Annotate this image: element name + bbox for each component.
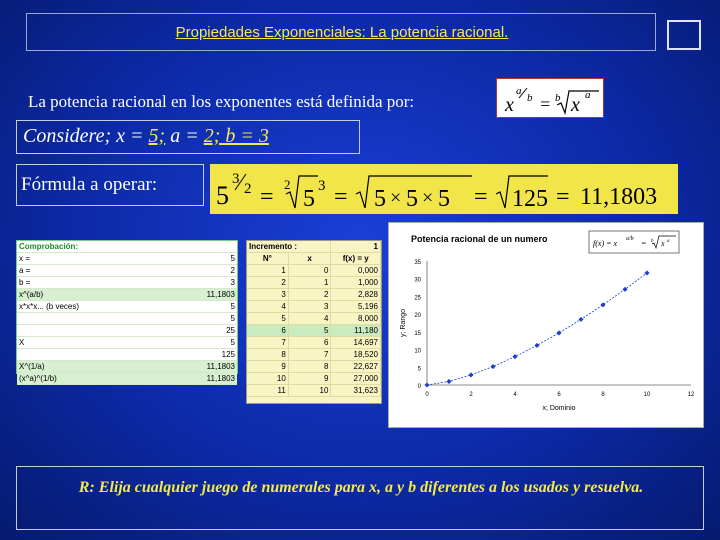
series-line	[427, 273, 647, 385]
formula-panel	[210, 164, 678, 214]
y-tick-label: 5	[417, 366, 421, 373]
table-row	[17, 265, 237, 277]
svg-text:5: 5	[216, 181, 229, 210]
incremento-table	[247, 241, 381, 397]
x-tick-label: 12	[687, 392, 695, 398]
table-row	[247, 277, 381, 289]
table-row	[17, 373, 237, 385]
row-label	[17, 325, 163, 337]
row-number: 11	[247, 385, 288, 397]
row-number: 3	[247, 289, 288, 301]
table-row	[247, 349, 381, 361]
corner-square	[667, 20, 701, 50]
row-label: X^(1/a)	[17, 361, 163, 373]
svg-text:3: 3	[232, 171, 240, 187]
y-tick-label: 35	[414, 260, 421, 266]
x-tick-label: 4	[513, 392, 517, 398]
row-number: 8	[247, 349, 288, 361]
table-row	[17, 313, 237, 325]
data-point	[512, 354, 517, 359]
chart-title: Potencia racional de un numero	[411, 234, 548, 244]
incremento-sheet	[246, 240, 382, 404]
table-row	[17, 277, 237, 289]
table-row	[17, 301, 237, 313]
svg-text:5: 5	[374, 186, 386, 212]
y-tick-label: 30	[414, 277, 421, 284]
row-value: 5	[163, 313, 237, 325]
svg-text:125: 125	[512, 186, 548, 212]
data-point	[578, 317, 583, 322]
row-number: 10	[247, 373, 288, 385]
svg-text:a: a	[585, 89, 591, 101]
row-fx: 0,000	[331, 265, 381, 277]
row-x: 1	[288, 277, 331, 289]
row-number: 5	[247, 313, 288, 325]
row-value: 5	[163, 301, 237, 313]
table-row	[247, 373, 381, 385]
row-number: 7	[247, 337, 288, 349]
definition-formula-graphic	[497, 79, 605, 119]
row-fx: 8,000	[331, 313, 381, 325]
incremento-value: 1	[331, 241, 381, 253]
svg-text:2: 2	[244, 181, 252, 197]
svg-text:5: 5	[438, 186, 450, 212]
row-fx: 2,828	[331, 289, 381, 301]
row-value: 3	[163, 277, 237, 289]
svg-text:b: b	[527, 92, 533, 104]
row-value: 125	[163, 349, 237, 361]
consider-prefix: Considere; x =	[23, 125, 149, 147]
row-number: 2	[247, 277, 288, 289]
x-axis-label: x; Dominio	[542, 405, 576, 412]
y-tick-label: 25	[414, 295, 421, 302]
consider-text	[23, 125, 269, 148]
svg-text:3: 3	[318, 178, 326, 194]
svg-text:=: =	[539, 94, 552, 114]
row-value: 2	[163, 265, 237, 277]
row-label: (x^a)^(1/b)	[17, 373, 163, 385]
table-row	[17, 337, 237, 349]
row-x: 8	[288, 361, 331, 373]
svg-text:2: 2	[284, 177, 291, 192]
formula-graphic	[210, 164, 678, 214]
consider-b-value: b = 3	[220, 125, 269, 147]
row-fx: 11,180	[331, 325, 381, 337]
formula-label-frame	[16, 164, 204, 206]
chart-formula-exponent: a/b	[626, 236, 634, 242]
row-label: x =	[17, 253, 163, 265]
chart-formula-radicand: x	[661, 239, 665, 248]
title-frame	[26, 13, 656, 51]
row-x: 3	[288, 301, 331, 313]
x-tick-label: 2	[469, 392, 473, 398]
table-row	[17, 289, 237, 301]
row-fx: 5,196	[331, 301, 381, 313]
row-label	[17, 313, 163, 325]
chart-formula-lhs: f(x) = x	[593, 239, 618, 248]
table-row	[247, 313, 381, 325]
row-label: a =	[17, 265, 163, 277]
row-number: 1	[247, 265, 288, 277]
comprobacion-header: Comprobación:	[17, 241, 237, 253]
svg-text:=: =	[556, 184, 570, 210]
row-label: b =	[17, 277, 163, 289]
svg-text:=: =	[260, 184, 274, 210]
y-tick-label: 0	[417, 384, 421, 390]
row-x: 0	[288, 265, 331, 277]
row-x: 2	[288, 289, 331, 301]
table-row	[247, 325, 381, 337]
page-title: Propiedades Exponenciales: La potencia racional.	[175, 24, 509, 41]
row-fx: 22,627	[331, 361, 381, 373]
formula-label: Fórmula a operar:	[21, 174, 158, 195]
data-point	[490, 364, 495, 369]
chart-canvas	[389, 223, 705, 429]
data-point	[534, 343, 539, 348]
data-point	[600, 302, 605, 307]
x-tick-label: 6	[557, 392, 561, 398]
consider-a-value: 2;	[203, 125, 221, 147]
y-tick-label: 20	[414, 313, 421, 320]
svg-text:x: x	[505, 94, 514, 116]
consider-frame	[16, 120, 360, 154]
row-value: 5	[163, 337, 237, 349]
row-value: 11,1803	[163, 289, 237, 301]
svg-text:=: =	[334, 184, 348, 210]
x-tick-label: 8	[601, 392, 605, 398]
row-fx: 27,000	[331, 373, 381, 385]
svg-text:×: ×	[390, 187, 402, 209]
x-tick-label: 10	[643, 392, 651, 398]
row-value: 5	[163, 253, 237, 265]
chart-formula-root-index: b	[651, 239, 654, 244]
row-x: 5	[288, 325, 331, 337]
consider-x-value: 5;	[148, 125, 166, 147]
svg-text:x: x	[571, 94, 580, 116]
row-x: 9	[288, 373, 331, 385]
row-value: 11,1803	[163, 361, 237, 373]
chart-formula-rhs: =	[641, 239, 647, 248]
answer-frame	[16, 466, 704, 530]
table-row	[247, 337, 381, 349]
column-header-fx: f(x) = y	[331, 253, 381, 265]
row-label: x^(a/b)	[17, 289, 163, 301]
row-fx: 14,697	[331, 337, 381, 349]
column-header-n: N°	[247, 253, 288, 265]
row-fx: 1,000	[331, 277, 381, 289]
comprobacion-table	[17, 241, 237, 385]
row-label	[17, 349, 163, 361]
column-header-x: x	[288, 253, 331, 265]
svg-text:5: 5	[406, 186, 418, 212]
svg-text:×: ×	[422, 187, 434, 209]
svg-text:a: a	[516, 85, 522, 97]
chart-formula-radicand-exponent: a	[667, 239, 670, 244]
row-number: 9	[247, 361, 288, 373]
row-fx: 18,520	[331, 349, 381, 361]
formula-result: 11,1803	[580, 184, 658, 210]
incremento-label: Incremento :	[247, 241, 331, 253]
definition-formula	[496, 78, 604, 118]
data-point	[468, 372, 473, 377]
table-row	[17, 253, 237, 265]
svg-text:=: =	[474, 184, 488, 210]
y-axis-label: y; Rango	[400, 308, 407, 338]
table-row	[17, 325, 237, 337]
consider-a-label: a =	[165, 125, 204, 147]
row-value: 25	[163, 325, 237, 337]
intro-text: La potencia racional en los exponentes está definida por:	[28, 92, 415, 111]
svg-text:b: b	[555, 92, 561, 104]
table-row	[247, 361, 381, 373]
table-row	[247, 385, 381, 397]
data-point	[424, 382, 429, 387]
svg-text:5: 5	[303, 186, 315, 212]
row-number: 4	[247, 301, 288, 313]
answer-text: R: Elija cualquier juego de numerales para x, a y b diferentes a los usados y resuelva.	[78, 479, 644, 496]
row-x: 7	[288, 349, 331, 361]
table-row	[17, 349, 237, 361]
comprobacion-sheet	[16, 240, 238, 383]
power-chart	[388, 222, 704, 428]
y-tick-label: 10	[414, 348, 421, 355]
row-label: X	[17, 337, 163, 349]
table-row	[247, 265, 381, 277]
y-tick-label: 15	[414, 330, 421, 337]
data-point	[556, 330, 561, 335]
table-row	[247, 301, 381, 313]
row-x: 6	[288, 337, 331, 349]
row-label: x*x*x... (b veces)	[17, 301, 163, 313]
table-row	[17, 361, 237, 373]
table-row	[247, 289, 381, 301]
row-value: 11,1803	[163, 373, 237, 385]
data-point	[446, 379, 451, 384]
row-x: 10	[288, 385, 331, 397]
row-x: 4	[288, 313, 331, 325]
row-number: 6	[247, 325, 288, 337]
row-fx: 31,623	[331, 385, 381, 397]
x-tick-label: 0	[425, 392, 429, 398]
